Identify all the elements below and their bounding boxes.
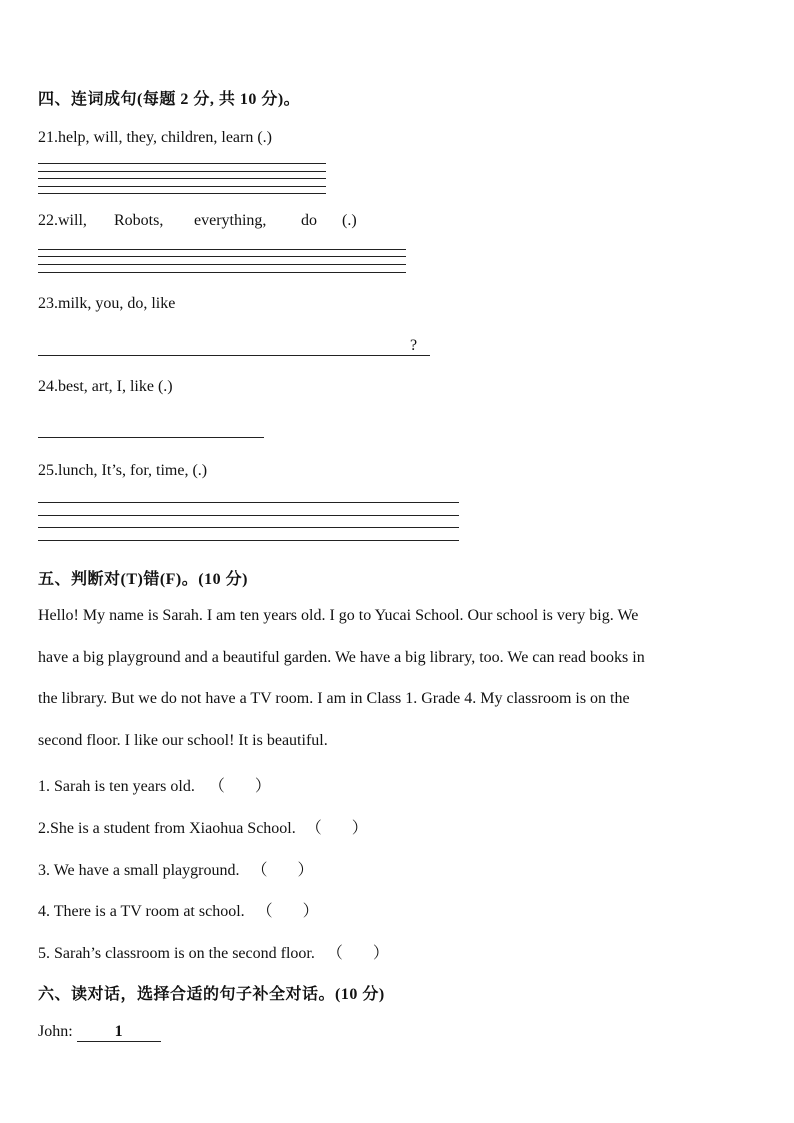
statement-text: 5. Sarah’s classroom is on the second floor. xyxy=(38,945,315,962)
answer-line xyxy=(38,437,264,438)
answer-paren-close: ） xyxy=(254,778,271,795)
question-number: 23. xyxy=(38,295,58,312)
section4-heading: 四、连词成句(每题 2 分, 共 10 分)。 xyxy=(38,91,301,108)
statement-3 xyxy=(38,857,314,880)
statement-text: 1. Sarah is ten years old. xyxy=(38,778,195,795)
answer-line xyxy=(38,515,459,516)
word-token: Robots, xyxy=(114,212,164,229)
question-number: 25. xyxy=(38,462,58,479)
statement-text: 4. There is a TV room at school. xyxy=(38,903,245,920)
blank-number: 1 xyxy=(114,1023,123,1040)
question-number: 22. xyxy=(38,212,58,229)
answer-line xyxy=(38,193,326,194)
question-23 xyxy=(38,295,175,313)
answer-line xyxy=(38,171,326,172)
answer-line xyxy=(38,527,459,528)
answer-paren-open: （ xyxy=(326,945,343,962)
answer-paren-open: （ xyxy=(305,820,322,837)
word-token: everything, xyxy=(194,212,267,229)
statement-text: 3. We have a small playground. xyxy=(38,862,240,879)
question-22 xyxy=(38,212,357,230)
word-token: do xyxy=(301,212,317,229)
question-words: milk, you, do, like xyxy=(58,295,176,312)
word-token: (.) xyxy=(342,212,357,229)
question-words: best, art, I, like (.) xyxy=(58,378,173,395)
passage-line: Hello! My name is Sarah. I am ten years old. I go to Yucai School. Our school is very big. We xyxy=(38,607,639,624)
statement-text: 2.She is a student from Xiaohua School. xyxy=(38,820,296,837)
answer-line xyxy=(38,178,326,179)
passage-line: have a big playground and a beautiful garden. We have a big library, too. We can read books in xyxy=(38,649,645,666)
answer-line xyxy=(38,256,406,257)
question-21 xyxy=(38,129,272,147)
statement-5 xyxy=(38,940,389,963)
answer-paren-close: ） xyxy=(372,945,389,962)
answer-paren-open: （ xyxy=(256,903,273,920)
question-24 xyxy=(38,378,173,396)
answer-line xyxy=(38,249,406,250)
statement-1 xyxy=(38,773,271,796)
answer-line xyxy=(38,540,459,541)
statement-2 xyxy=(38,815,368,838)
answer-line xyxy=(38,355,430,356)
question-mark: ? xyxy=(410,337,418,354)
answer-paren-open: （ xyxy=(251,862,268,879)
answer-paren-close: ） xyxy=(302,903,319,920)
dialogue-line-1 xyxy=(38,1023,161,1042)
answer-paren-close: ） xyxy=(351,820,368,837)
word-token: will, xyxy=(58,212,87,229)
answer-line xyxy=(38,186,326,187)
section6-heading: 六、读对话，选择合适的句子补全对话。(10 分) xyxy=(38,986,385,1003)
question-number: 24. xyxy=(38,378,58,395)
answer-line xyxy=(38,264,406,265)
answer-paren-open: （ xyxy=(208,778,225,795)
question-25 xyxy=(38,462,207,480)
question-words: help, will, they, children, learn (.) xyxy=(58,129,272,146)
statement-4 xyxy=(38,898,319,921)
answer-line xyxy=(38,272,406,273)
dialogue-blank[interactable] xyxy=(77,1023,161,1042)
passage-line: second floor. I like our school! It is beautiful. xyxy=(38,732,328,749)
question-number: 21. xyxy=(38,129,58,146)
speaker-label: John: xyxy=(38,1023,73,1040)
question-words: lunch, It’s, for, time, (.) xyxy=(58,462,208,479)
answer-paren-close: ） xyxy=(297,862,314,879)
section5-heading: 五、判断对(T)错(F)。(10 分) xyxy=(38,571,248,588)
answer-line xyxy=(38,502,459,503)
passage-line: the library. But we do not have a TV room. I am in Class 1. Grade 4. My classroom is on the xyxy=(38,690,630,707)
answer-line xyxy=(38,163,326,164)
